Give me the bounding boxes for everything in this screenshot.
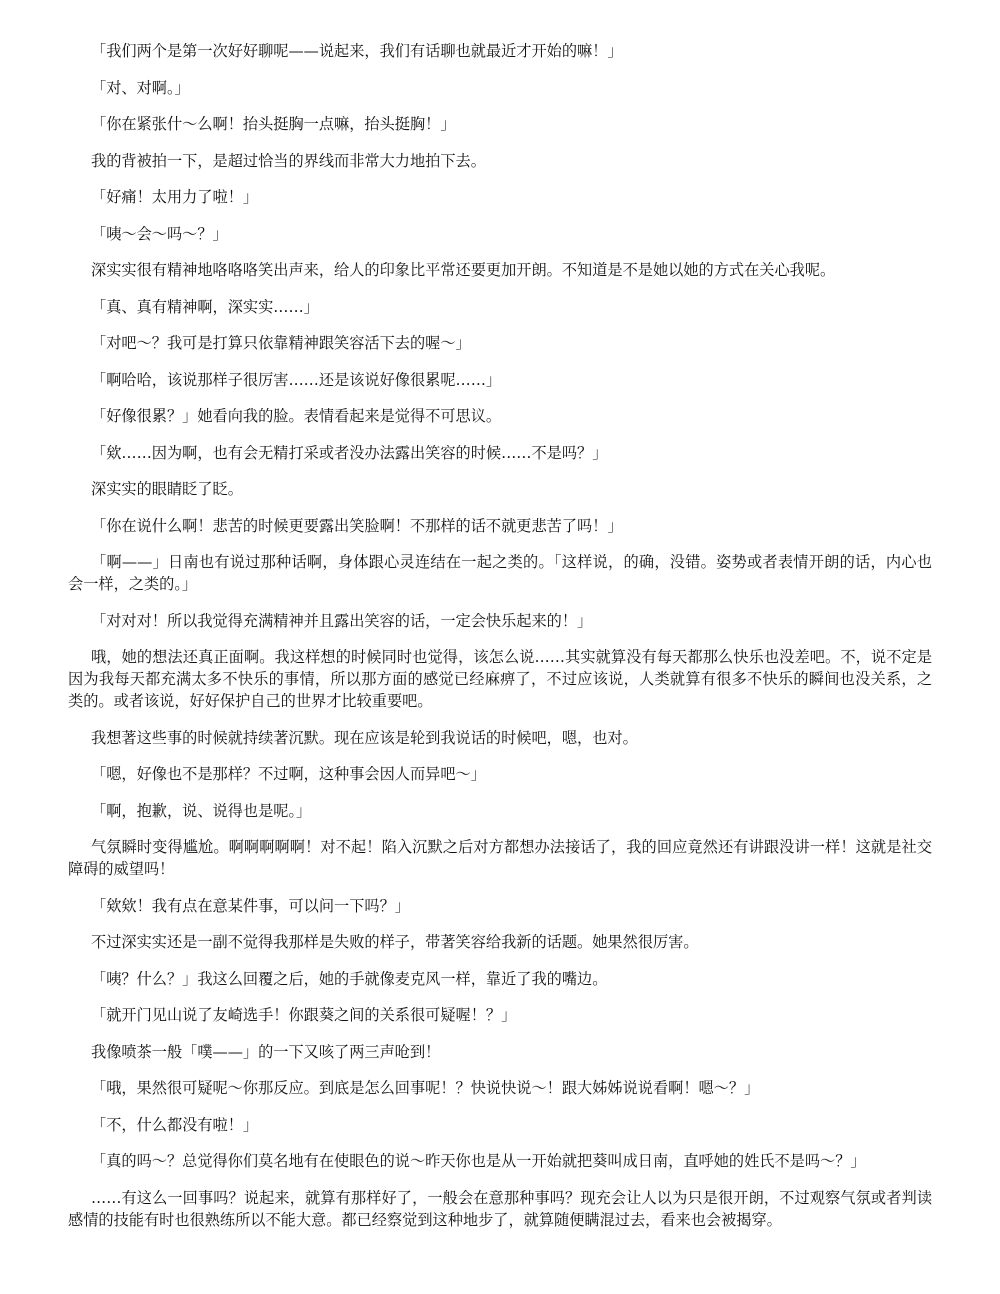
paragraph: 哦，她的想法还真正面啊。我这样想的时候同时也觉得，该怎么说……其实就算没有每天都那么快乐也没差吧。不，说不定是因为我每天都充满太多不快乐的事情，所以那方面的感觉已经麻痹了，不过应该说，人类就算有很多不快乐的瞬间也没关系，之类的。或者该说，好好保护自己的世界才比较重要吧。 xyxy=(68,648,932,710)
paragraph: 「好痛！太用力了啦！」 xyxy=(91,188,259,206)
paragraph: 「真、真有精神啊，深实实……」 xyxy=(91,297,319,316)
paragraph: 气氛瞬时变得尴尬。啊啊啊啊啊！对不起！陷入沉默之后对方都想办法接话了，我的回应竟然还有讲跟没讲一样！这就是社交障碍的威望吗！ xyxy=(68,838,932,878)
paragraph: 我想著这些事的时候就持续著沉默。现在应该是轮到我说话的时候吧，嗯，也对。 xyxy=(91,728,638,747)
paragraph: 「对对对！所以我觉得充满精神并且露出笑容的话，一定会快乐起来的！」 xyxy=(91,611,593,630)
paragraph: 「啊，抱歉，说、说得也是呢。」 xyxy=(91,801,312,820)
paragraph: 「嗯，好像也不是那样？不过啊，这种事会因人而异吧～」 xyxy=(91,765,486,783)
paragraph: 「好像很累？」她看向我的脸。表情看起来是觉得不可思议。 xyxy=(91,407,502,425)
paragraph: 「对吧～？我可是打算只依靠精神跟笑容活下去的喔～」 xyxy=(91,334,471,352)
paragraph: 我的背被拍一下，是超过恰当的界线而非常大力地拍下去。 xyxy=(91,151,486,170)
paragraph: 「你在紧张什～么啊！抬头挺胸一点嘛，抬头挺胸！」 xyxy=(91,115,456,133)
paragraph: 「不，什么都没有啦！」 xyxy=(91,1115,259,1134)
paragraph: 「我们两个是第一次好好聊呢——说起来，我们有话聊也就最近才开始的嘛！」 xyxy=(91,42,623,60)
paragraph: 不过深实实还是一副不觉得我那样是失败的样子，带著笑容给我新的话题。她果然很厉害。 xyxy=(91,933,699,951)
paragraph: 「对、对啊。」 xyxy=(91,78,190,97)
paragraph: 「欸……因为啊，也有会无精打采或者没办法露出笑容的时候……不是吗？」 xyxy=(91,443,608,462)
paragraph: 「咦～会～吗～？」 xyxy=(91,224,228,243)
paragraph: 「就开门见山说了友崎选手！你跟葵之间的关系很可疑喔！？」 xyxy=(91,1006,517,1024)
paragraph: 「啊哈哈，该说那样子很厉害……还是该说好像很累呢……」 xyxy=(91,370,502,389)
paragraph: 「欸欸！我有点在意某件事，可以问一下吗？」 xyxy=(91,896,410,915)
paragraph: 我像喷茶一般「噗——」的一下又咳了两三声呛到！ xyxy=(91,1042,441,1061)
paragraph: 深实实的眼睛眨了眨。 xyxy=(91,480,243,498)
paragraph: 深实实很有精神地咯咯咯笑出声来，给人的印象比平常还要更加开朗。不知道是不是她以她的方式在关心我呢。 xyxy=(91,261,836,279)
paragraph: 「真的吗～？总觉得你们莫名地有在使眼色的说～昨天你也是从一开始就把葵叫成日南，直呼她的姓氏不是吗～？」 xyxy=(91,1152,866,1170)
paragraph: 「咦？什么？」我这么回覆之后，她的手就像麦克风一样，靠近了我的嘴边。 xyxy=(91,969,608,988)
paragraph: 「你在说什么啊！悲苦的时候更要露出笑脸啊！不那样的话不就更悲苦了吗！」 xyxy=(91,516,623,535)
paragraph: 「啊——」日南也有说过那种话啊，身体跟心灵连结在一起之类的。「这样说，的确，没错。姿势或者表情开朗的话，内心也会一样，之类的。」 xyxy=(68,553,932,593)
paragraph: ……有这么一回事吗？说起来，就算有那样好了，一般会在意那种事吗？现充会让人以为只是很开朗，不过观察气氛或者判读感情的技能有时也很熟练所以不能大意。都已经察觉到这种地步了，就算随便瞒混过去，看来也会被揭穿。 xyxy=(68,1188,932,1229)
paragraph: 「哦，果然很可疑呢～你那反应。到底是怎么回事呢！？快说快说～！跟大姊姊说说看啊！嗯～？」 xyxy=(91,1079,760,1097)
